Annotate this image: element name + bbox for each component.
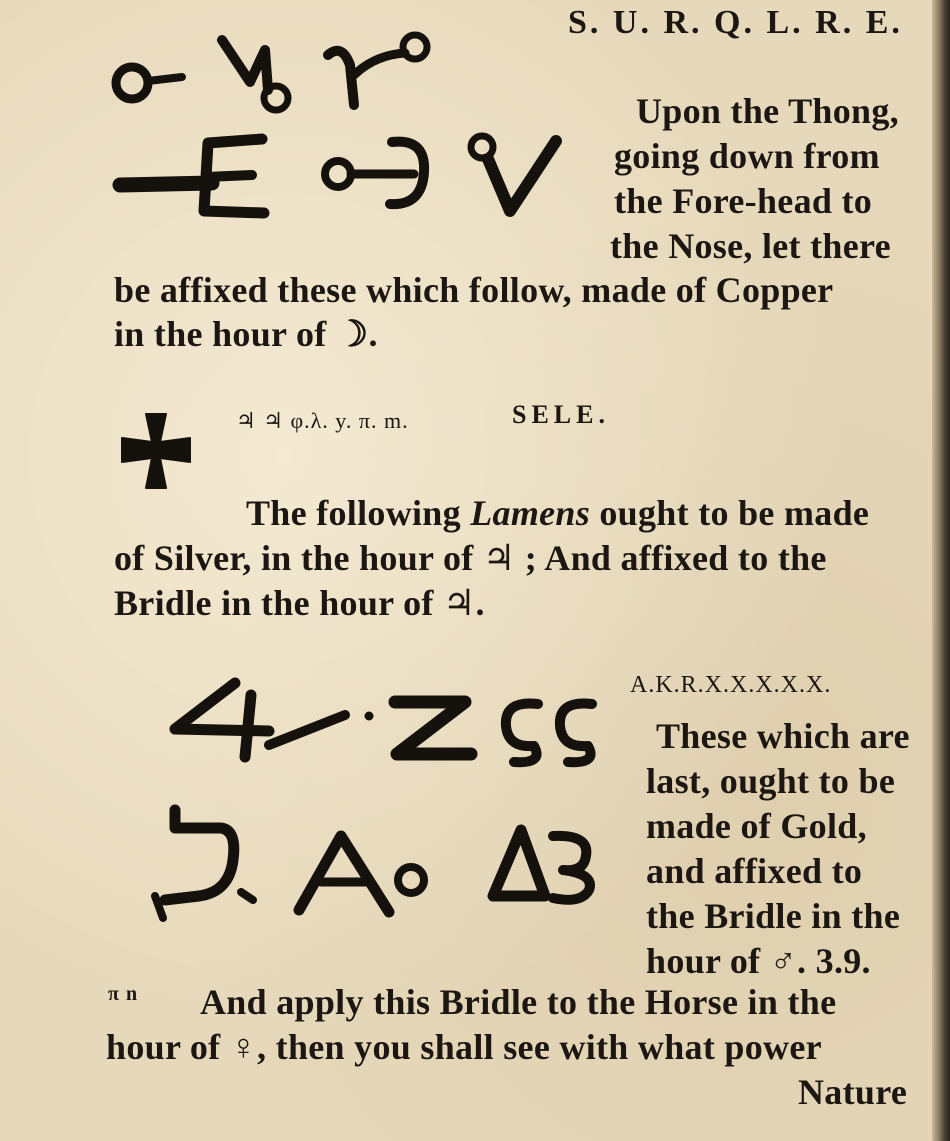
section2-line-1 [246,495,869,531]
section2-line-3: Bridle in the hour of ♃. [114,583,485,623]
dot-z-sigil-icon [355,690,485,770]
section3-line-3: made of Gold, [646,806,867,846]
section3-line-5: the Bridle in the [646,896,901,936]
curve-sigil-icon [145,800,270,935]
section2-line-1-italic: Lamens [470,493,591,533]
triangle-3-sigil-icon [485,820,610,910]
cross-pattee-icon [116,410,196,492]
section1-line-2: going down from [614,136,880,176]
section4-line-1: And apply this Bridle to the Horse in the [200,982,837,1022]
section4-marker: π n [108,983,139,1005]
bar-e-sigil-icon [112,125,277,225]
section2-heading-word: SELE. [512,400,610,429]
section4-line-2: hour of ♀, then you shall see with what power [106,1027,822,1067]
circle-e-sigil-icon [318,130,448,215]
section1-line-1: Upon the Thong, [636,91,899,131]
taurus-loop-sigil-icon [320,25,440,115]
section1-heading: S. U. R. Q. L. R. E. [568,4,903,41]
section2-line-2: of Silver, in the hour of ♃ ; And affixed to the [114,538,827,578]
section3-line-6: hour of ♂. 3.9. [646,941,871,981]
section4-line-3: Nature [798,1072,908,1112]
section1-line-3: the Fore-head to [614,181,873,221]
book-spine [932,0,950,1141]
section3-line-4: and affixed to [646,851,863,891]
section2-heading-symbols: ♃ ♃ φ.λ. y. π. m. [236,408,409,433]
a-circle-sigil-icon [285,830,435,925]
section3-heading: A.K.R.X.X.X.X.X. [630,672,832,698]
section3-line-1: These which are [656,716,910,756]
section3-line-2: last, ought to be [646,761,896,801]
double-s-sigil-icon [492,690,612,770]
section2-line-1-pre: The following [246,493,461,533]
section1-line-4: the Nose, let there [610,226,891,266]
v-loop-sigil-icon [460,125,570,225]
section1-line-5: be affixed these which follow, made of Copper [114,270,834,310]
hook-loop-sigil-icon [210,30,310,120]
circle-line-sigil-icon [110,55,190,110]
section1-line-6: in the hour of ☽. [114,314,378,354]
section2-line-1-post: ought to be made [599,493,870,533]
arrow-4-sigil-icon [165,675,365,765]
